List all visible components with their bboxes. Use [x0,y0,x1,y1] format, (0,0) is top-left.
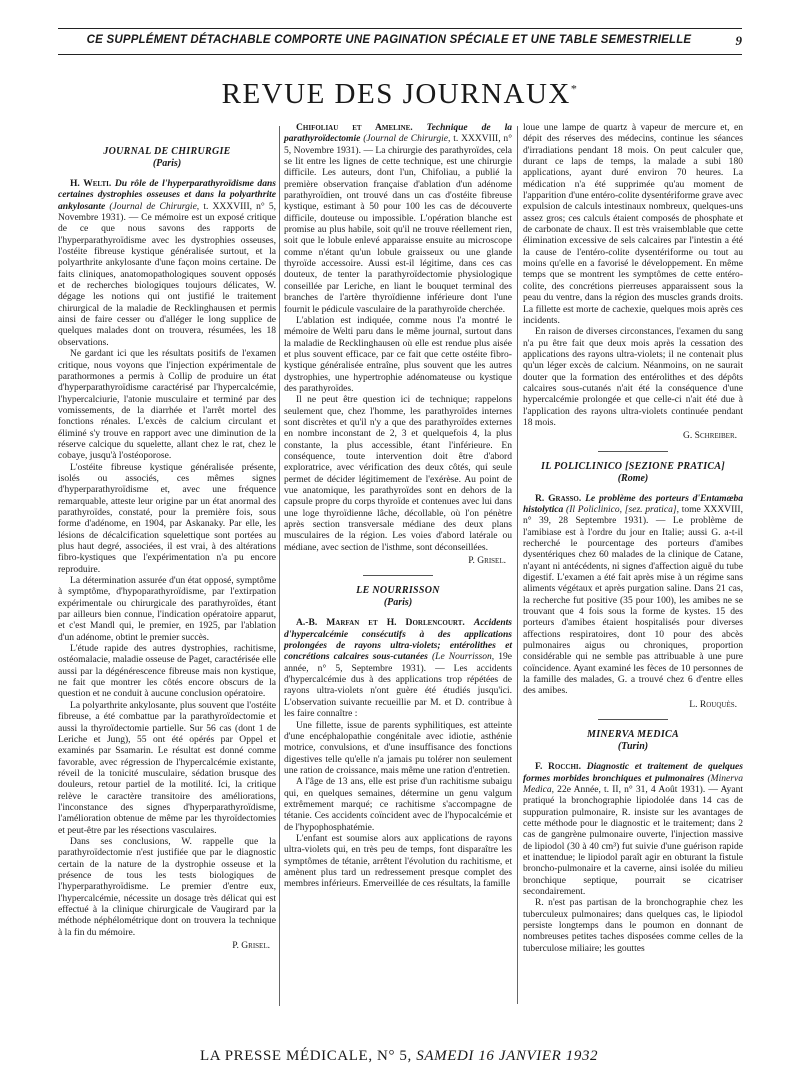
journal-reference: (Le Nourrisson, [431,651,495,663]
column-divider [517,126,518,1004]
article-paragraph: L'enfant est soumise alors aux applications de rayons ultra-violets qui, en très peu de temps, font disparaître les symptômes de tétanie, arrêtent l'évolution du rachitisme, et amènent plus tard un redressement presque complet des membres inférieurs. Emerveillée de ces résultats, la famille [284,832,512,890]
journal-reference: (Journal de Chirurgie, [363,133,451,145]
publication-name: LA PRESSE MÉDICALE, [200,1048,373,1064]
article-author: Chifoliau et Ameline. [296,122,413,133]
supplement-banner [58,34,742,50]
journal-reference: (Journal de Chirurgie, [109,200,200,212]
issue-number: N° 5, [377,1048,412,1064]
article-title: Le problème des porteurs d'Entamœba histolytica [523,492,744,515]
article-paragraph: L'ablation est indiquée, comme nous l'a montré le mémoire de Welti paru dans le même journal, surtout dans la maladie de Recklinghausen où elle est rendue plus aisée et plus souvent efficace, par ce fait que cette ostéite fibro-kystique généralisée entraîne, plus souvent que les autres dystrophies, une hypertrophie adénomateuse ou kystique des parathyroïdes. [284,314,512,394]
article-paragraph: R. n'est pas partisan de la bronchographie chez les tuberculeux pulmonaires; dans quelques cas, le lipiodol persiste longtemps dans le poumon en donnant de nombreuses petites taches disposées comme celles de la tuberculose miliaire; les gouttes [523,897,743,954]
reviewer-signature: P. Grisel. [232,940,270,952]
article-paragraph [58,178,276,348]
article-paragraph: loue une lampe de quartz à vapeur de mercure et, en dépit des réserves des médecins, continue les séances d'irradiations pendant 18 mois. On peut calculer que, durant ce laps de temps, la malade a subi 180 applications, ayant duré environ 70 heures. La médication n'a été supprimée qu'au moment de l'apparition d'une entéro-colite dysentériforme grave avec expulsion de calculs intestinaux nombreux, quelques-uns assez gros; ces calculs étaient composés de phosphate et de carbonate de chaux. Il est très vraisemblable que cette élimination excessive de sels calcaires par l'intestin a été la cause de l'entéro-colite dysentériforme ou tout au moins qu'elle en a favorisé le développement. En même temps que se montrent les symptômes de cette entéro-colite, des concrétions pierreuses apparaissent sous la peau du ventre, dans la région des muscles grands droits. La fillette est morte de cachexie, quelques mois après ces incidents. [523,122,744,326]
article-paragraph: L'étude rapide des autres dystrophies, rachitisme, ostéomalacie, maladie osseuse de Paget, caractérisée elle aussi par la dégénérescence fibreuse mais non kystique, ne fait que montrer les côtés encore obscurs de la question et ne conduit à aucune conclusion opératoire. [58,643,276,700]
journal-source: LE NOURRISSON [356,585,440,597]
header-rule-bottom [58,54,742,55]
column-3 [523,122,743,954]
journal-reference: (Minerva Medica, [523,772,743,795]
column-2 [284,122,512,890]
article-text: t. XXXVIII, n° 5, Novembre 1931). — Ce mémoire est un exposé critique de ce que nous savons des rapports de l'hyperparathyroïdisme avec les dystrophies osseuses, l'ostéite fibreuse kystique généralisée surtout, et la polyarthrite ankylosante d'une façon moins certaine. De faits cliniques, anatomopathologiques souvent opposés et de recherches biologiques toujours délicates, W. dégage les notions qui ont justifié le traitement chirurgical de la maladie de Recklinghausen et permis ainsi de faire cesser ou d'alléger le long supplice de quelques malades dont on trouvera, résumées, les 18 observations. [58,200,277,348]
title-footnote-mark: * [570,81,579,96]
article-author: H. Welti. [70,178,112,189]
column-divider [279,126,280,1006]
article-paragraph [284,617,512,719]
article-paragraph [523,761,743,897]
section-title [0,78,800,111]
journal-source: IL POLICLINICO [SEZIONE PRATICA] [541,460,725,472]
page-number: 9 [735,33,742,48]
article-text: t. XXXVIII, n° 5, Novembre 1931). — La chirurgie des parathyroïdes, cela se lit entre les lignes de cette technique, est une chirurgie difficile. Les auteurs, dont l'un, Chifoliau, a publié la première observation française d'ablation d'un adénome parathyroïdien, ont trouvé dans un cas d'ostéite fibreuse kystique, estimant à 50 pour 100 les cas de découverte difficile, douteuse ou impossible. L'opération blanche est promise au plus habile, soit qu'il ne trouve réellement rien, soit que le lobule enlevé apparaisse ensuite au microscope comme n'étant qu'un lobule graisseux ou une glande thyroïde accessoire. Aussi est-il légitime, dans ces cas douteux, de tenter la parathyroïdectomie physiologique conseillée par Leriche, en liant le bouquet terminal des branches de l'artère thyroïdienne inférieure dont l'une fournit le pédicule vasculaire de la parathyroïde cherchée. [284,133,513,315]
journal-source: JOURNAL DE CHIRURGIE [103,146,231,157]
article-paragraph: Une fillette, issue de parents syphilitiques, est atteinte d'une encéphalopathie congénitale avec idiotie, asthénie motrice, convulsions, et d'une insuffisance des fonctions digestives telle qu'elle n'a jamais pu tolérer non seulement une ration de croissance, mais même une ration d'entretien. [284,719,512,776]
article-paragraph: L'ostéite fibreuse kystique généralisée présente, isolés ou associés, ces mêmes signes d'hyperparathyroïdisme et, avec une fréquence remarquable, atteste leur origine par un état anormal des parathyroïdes, constaté, pour la première fois, sous forme d'adénome, en 1904, par Askanaky. Par elle, les lésions de décalcification squelettique sont portées au plus haut degré, associées, il est vrai, à des altérations fibro-kystiques que l'expérimentation n'a pu encore reproduire. [58,461,276,575]
journal-reference: (Il Policlinico, [sez. pratica], [566,503,679,515]
article-text: tome XXXVIII, n° 39, 28 Septembre 1931). — Le problème de l'amibiase est à l'ordre du jour en Italie; aussi G. a-t-il recherché le pourcentage des porteurs d'amibes dysentériques chez 60 malades de la clinique de Catane, n'ayant ni antécédents, ni signes d'affection aiguë du tube digestif. L'examen a été fait après mise à un régime sans aliments végétaux et après purgation saline. Dans 21 cas, la recherche fut positive (35 pour 100), les amibes ne se trouvant que 4 fois sous la forme de kystes. 15 des porteurs d'amibes étaient hospitalisés pour diverses affections respiratoires, dont 10 pour des abcès pulmonaires aigus ou chroniques, proportion considérable qui ne semble pas attribuable à une pure coïncidence. Ayant examiné les fèces de 10 personnes de la famille des malades, G. a trouvé chez 6 d'entre elles des amibes. [523,503,744,697]
article-title: Accidents d'hypercalcémie consécutifs à des applications prolongées de rayons ultra-violets; entérolithes et concrétions calcaires sous-cutanées [284,617,513,663]
article-paragraph: La détermination assurée d'un état opposé, symptôme à symptôme, d'hypoparathyroïdisme, par l'extirpation expérimentale ou chirurgicale des parathyroïdes, étant par ailleurs bien connue, l'indication opératoire apparut, et c'est Mandl qui, le premier, en 1925, par l'ablation d'un adénome, obtint le premier succès. [58,575,276,643]
reviewer-signature: L. Rouquès. [689,698,737,710]
article-author: R. Grasso. [535,492,582,504]
section-separator [598,719,668,720]
page-footer [200,1048,630,1065]
article-paragraph: La polyarthrite ankylosante, plus souvent que l'ostéite fibreuse, a été combattue par la parathyroïdectomie et aussi la thyroïdectomie partielle. Sur 56 cas (dont 1 de Leriche et Jung), 55 ont été opérés par Oppel et examinés par Ssamarin. Le résultat est donné comme favorable, avec régression de l'hypercalcémie existante, réveil de la tonicité musculaire, sédation brusque des douleurs, retour partiel de la motilité. Ici, la critique relève le caractère transitoire des améliorations, l'inconstance des signes d'hyperparathyroïdisme, l'amélioration obtenue de même par les thyroïdectomies et peut-être par les résections vasculaires. [58,699,276,836]
supplement-notice: CE SUPPLÉMENT DÉTACHABLE COMPORTE UNE PAGINATION SPÉCIALE ET UNE TABLE SEMESTRIELLE [86,34,692,46]
reviewer-signature: G. Schreiber. [683,430,737,442]
reviewer-signature: P. Grisel. [468,555,506,567]
journal-city: (Turin) [617,741,649,753]
article-text: 22e Année, t. II, n° 31, 4 Août 1931). — Ayant pratiqué la bronchographie lipiodolée dans 14 cas de suppuration pulmonaire, R. insiste sur les avantages de cette méthode pour le diagnostic et le traitement; dans 2 cas de gangrène pulmonaire ouverte, l'injection massive de lipiodol (30 à 40 cm³) fut suivie d'une guérison rapide et inattendue; le lipiodol paraît agir en obturant la fistule broncho-pulmonaire et la caverne, ainsi isolée du milieu bronchique septique, pourrait se cicatriser secondairement. [523,783,743,897]
journal-source: MINERVA MEDICA [587,729,679,741]
article-paragraph [284,122,512,315]
header-rule-top [58,28,742,29]
journal-city: (Rome) [617,472,649,484]
section-separator [363,575,433,576]
article-paragraph: Ne gardant ici que les résultats positifs de l'examen critique, nous voyons que l'injection expérimentale de parathormones a permis à Collip de produire un état d'hyperparathyroïdisme caractérisé par l'hypercalcémie, l'hypercalciurie, l'atonie musculaire et terminé par des vomissements, de la diarrhée et l'arrêt mortel des fonctions rénales. L'excès de calcium circulant et éliminé s'y trouve en rapport avec une diminution de la réserve calcique du squelette, allant chez le rat, chez le cobaye, jusqu'à l'ostéoporose. [58,348,276,462]
article-author: F. Rocchi. [535,761,582,773]
article-title: Du rôle de l'hyperparathyroïdisme dans certaines dystrophies osseuses et dans la polyarthrite ankylosante [58,178,276,212]
article-paragraph: En raison de diverses circonstances, l'examen du sang n'a pu être fait que deux mois après la cessation des applications des rayons ultra-violets; il ne contenait plus qu'un léger excès de calcium. Néanmoins, on ne saurait douter que la formation des entérolithes et des dépôts calcaires sous-cutanés n'ait été la conséquence d'une hypercalcémie prolongée et que celle-ci n'ait été due à l'application des rayons ultra-violets continuée pendant 18 mois. [523,326,743,428]
journal-city: (Paris) [152,158,182,169]
article-text: 19e année, n° 5, Septembre 1931). — Les accidents d'hypercalcémie dus à des applications trop répétées de rayons ultra-violets n'ont guère été étudiés jusqu'ici. L'observation suivante recueillie par M. et D. contribue à les faire connaître : [284,651,513,720]
article-paragraph: Il ne peut être question ici de technique; rappelons seulement que, chez l'homme, les parathyroïdes internes sont discrètes et qu'il n'y a que des parathyroïdes externes en nombre inconstant de 2, 3 et quelquefois 4, la plus constante, la plus accessible, étant l'inférieure. En conséquence, toute intervention doit être d'abord exploratrice, avec vérification des deux côtés, qui seule permet de décider légitimement de l'exérèse. Au point de vue anatomique, les parathyroïdes sont en dehors de la capsule propre du corps thyroïde et contenues avec lui dans une loge thyroïdienne lâche, décollable, où l'on pénètre après section transversale médiane des deux plans musculaires de la région. Les voies d'abord latérale ou médiane, avec section de l'isthme, sont déconseillées. [284,394,512,553]
article-author: A.-B. Marfan et H. Dorlencourt. [296,617,465,629]
journal-city: (Paris) [383,597,413,609]
article-paragraph: A l'âge de 13 ans, elle est prise d'un rachitisme subaigu qui, en quelques semaines, détermine un genu valgum extrêmement marqué; ce rachitisme s'accompagne de tétanie. Ces accidents coïncident avec de l'hypocalcémie et de l'hypophosphatémie. [284,776,512,833]
section-separator [598,451,668,452]
section-title-text: REVUE DES JOURNAUX [221,78,571,110]
article-paragraph: Dans ses conclusions, W. rappelle que la parathyroïdectomie n'est justifiée que par le diagnostic certain de la nature de la dystrophie osseuse et la présence de tous les tests biologiques de l'hyperparathyroïdisme. Le premier d'entre eux, l'hypercalcémie, nécessite un dosage très délicat qui est effectué à la clinique chirurgicale de Vaugirard par la méthode néphélométrique dont on trouvera la technique à la fin du mémoire. [58,835,276,938]
article-paragraph [523,493,743,697]
issue-date: SAMEDI 16 JANVIER 1932 [416,1048,599,1064]
column-1 [58,140,276,951]
article-title: Diagnostic et traitement de quelques formes morbides bronchiques et pulmonaires [523,761,744,784]
article-title: Technique de la parathyroïdectomie [284,122,513,145]
